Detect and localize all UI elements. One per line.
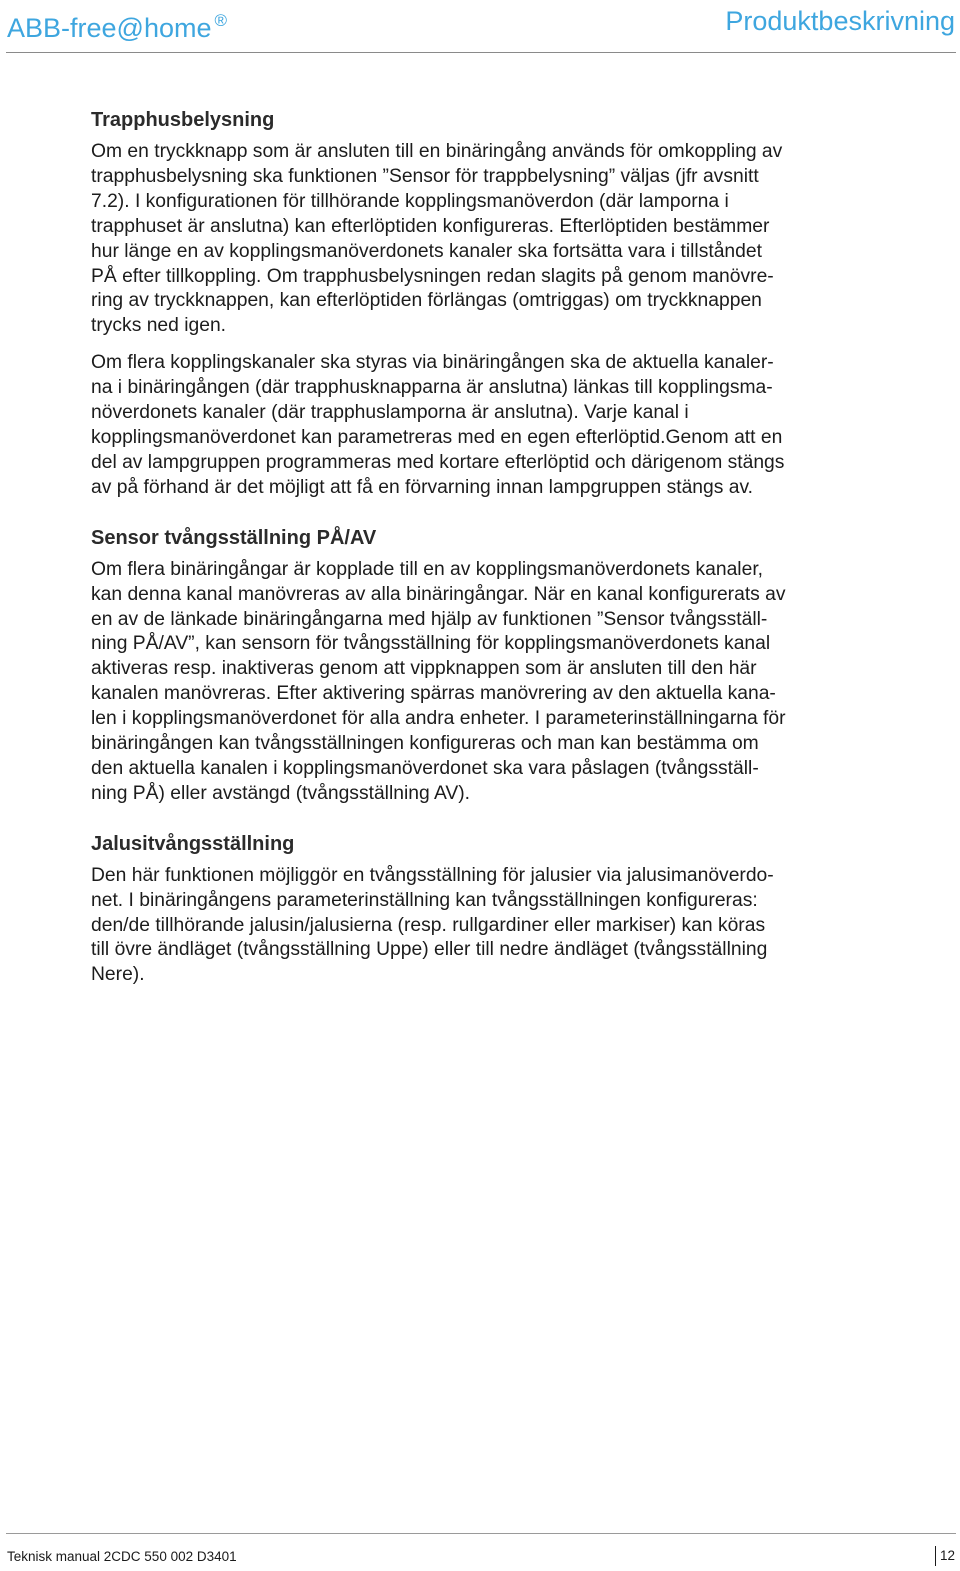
- section-jalusitvangsstallning: [91, 832, 881, 989]
- text-line: növerdonets kanaler (där trapphuslamporna är anslutna). Varje kanal i: [91, 402, 689, 424]
- text-line: Om flera binäringångar är kopplade till en av kopplingsmanöverdonets kanaler,: [91, 558, 764, 580]
- text-line: ning PÅ) eller avstängd (tvångsställning AV).: [91, 782, 471, 804]
- text-line: 7.2). I konfigurationen för tillhörande kopplingsmanöverdon (där lamporna i: [91, 190, 729, 212]
- brand-logo: [7, 3, 227, 46]
- page-header: [0, 0, 960, 54]
- text-line: kanalen manövreras. Efter aktivering spärras manövrering av den aktuella kana-: [91, 683, 776, 705]
- brand-name: ABB-free@home: [7, 13, 212, 43]
- header-divider: [6, 52, 956, 53]
- text-line: PÅ efter tillkoppling. Om trapphusbelysningen redan slagits på genom manövre-: [91, 265, 774, 287]
- paragraph: [91, 558, 881, 807]
- text-line: Nere).: [91, 964, 145, 986]
- text-line: aktiveras resp. inaktiveras genom att vippknappen som är ansluten till den här: [91, 658, 757, 680]
- text-line: trycks ned igen.: [91, 315, 227, 337]
- document-type: Produktbeskrivning: [725, 6, 955, 36]
- text-line: av på förhand är det möjligt att få en förvarning innan lampgruppen stängs av.: [91, 476, 754, 498]
- text-line: ning PÅ/AV”, kan sensorn för tvångsställning för kopplingsmanöverdonets kanal: [91, 633, 771, 655]
- text-line: na i binäringången (där trapphusknapparna är anslutna) länkas till kopplingsma-: [91, 377, 773, 399]
- page-number: 12: [935, 1546, 955, 1566]
- text-line: kopplingsmanöverdonet kan parametreras med en egen efterlöptid.Genom att en: [91, 426, 783, 448]
- text-line: len i kopplingsmanöverdonet för alla andra enheter. I parameterinställningarna för: [91, 708, 786, 730]
- section-sensor-tvangsstallning: [91, 526, 881, 807]
- text-line: den aktuella kanalen i kopplingsmanöverdonet ska vara påslagen (tvångsställ-: [91, 757, 759, 779]
- text-line: en av de länkade binäringångarna med hjälp av funktionen ”Sensor tvångsställ-: [91, 608, 768, 630]
- section-title: Trapphusbelysning: [91, 109, 275, 131]
- document-body: [91, 108, 881, 1000]
- text-line: Om en tryckknapp som är ansluten till en binäringång används för omkoppling av: [91, 141, 783, 162]
- section-title: Jalusitvångsställning: [91, 832, 295, 855]
- text-line: ring av tryckknappen, kan efterlöptiden förlängas (omtriggas) om tryckknappen: [91, 290, 762, 312]
- section-trapphusbelysning: [91, 108, 881, 501]
- text-line: del av lampgruppen programmeras med kortare efterlöptid och därigenom stängs: [91, 451, 785, 473]
- paragraph: [91, 864, 881, 989]
- section-spacer: [91, 513, 881, 526]
- footer-divider: [6, 1533, 956, 1534]
- text-line: Den här funktionen möjliggör en tvångsställning för jalusier via jalusimanöverdo-: [91, 864, 774, 886]
- text-line: Om flera kopplingskanaler ska styras via binäringången ska de aktuella kanaler-: [91, 352, 774, 374]
- text-line: binäringången kan tvångsställningen konfigureras och man kan bestämma om: [91, 733, 759, 755]
- text-line: net. I binäringångens parameterinställning kan tvångsställningen konfigureras:: [91, 889, 758, 911]
- text-line: trapphusbelysning ska funktionen ”Sensor för trappbelysning” väljas (jfr avsnitt: [91, 165, 759, 187]
- paragraph: [91, 140, 881, 339]
- text-line: hur länge en av kopplingsmanöverdonets kanaler ska fortsätta vara i tillståndet: [91, 240, 762, 262]
- section-title: Sensor tvångsställning PÅ/AV: [91, 526, 377, 549]
- text-line: till övre ändläget (tvångsställning Uppe) eller till nedre ändläget (tvångsställning: [91, 939, 768, 961]
- footer-manual-id: Teknisk manual 2CDC 550 002 D3401: [7, 1549, 237, 1564]
- section-spacer: [91, 819, 881, 832]
- text-line: den/de tillhörande jalusin/jalusierna (resp. rullgardiner eller markiser) kan köras: [91, 914, 766, 936]
- text-line: kan denna kanal manövreras av alla binäringångar. När en kanal konfigurerats av: [91, 583, 786, 605]
- registered-mark: ®: [214, 11, 228, 30]
- text-line: trapphuset är anslutna) kan efterlöptiden konfigureras. Efterlöptiden bestämmer: [91, 215, 770, 237]
- paragraph: [91, 351, 881, 500]
